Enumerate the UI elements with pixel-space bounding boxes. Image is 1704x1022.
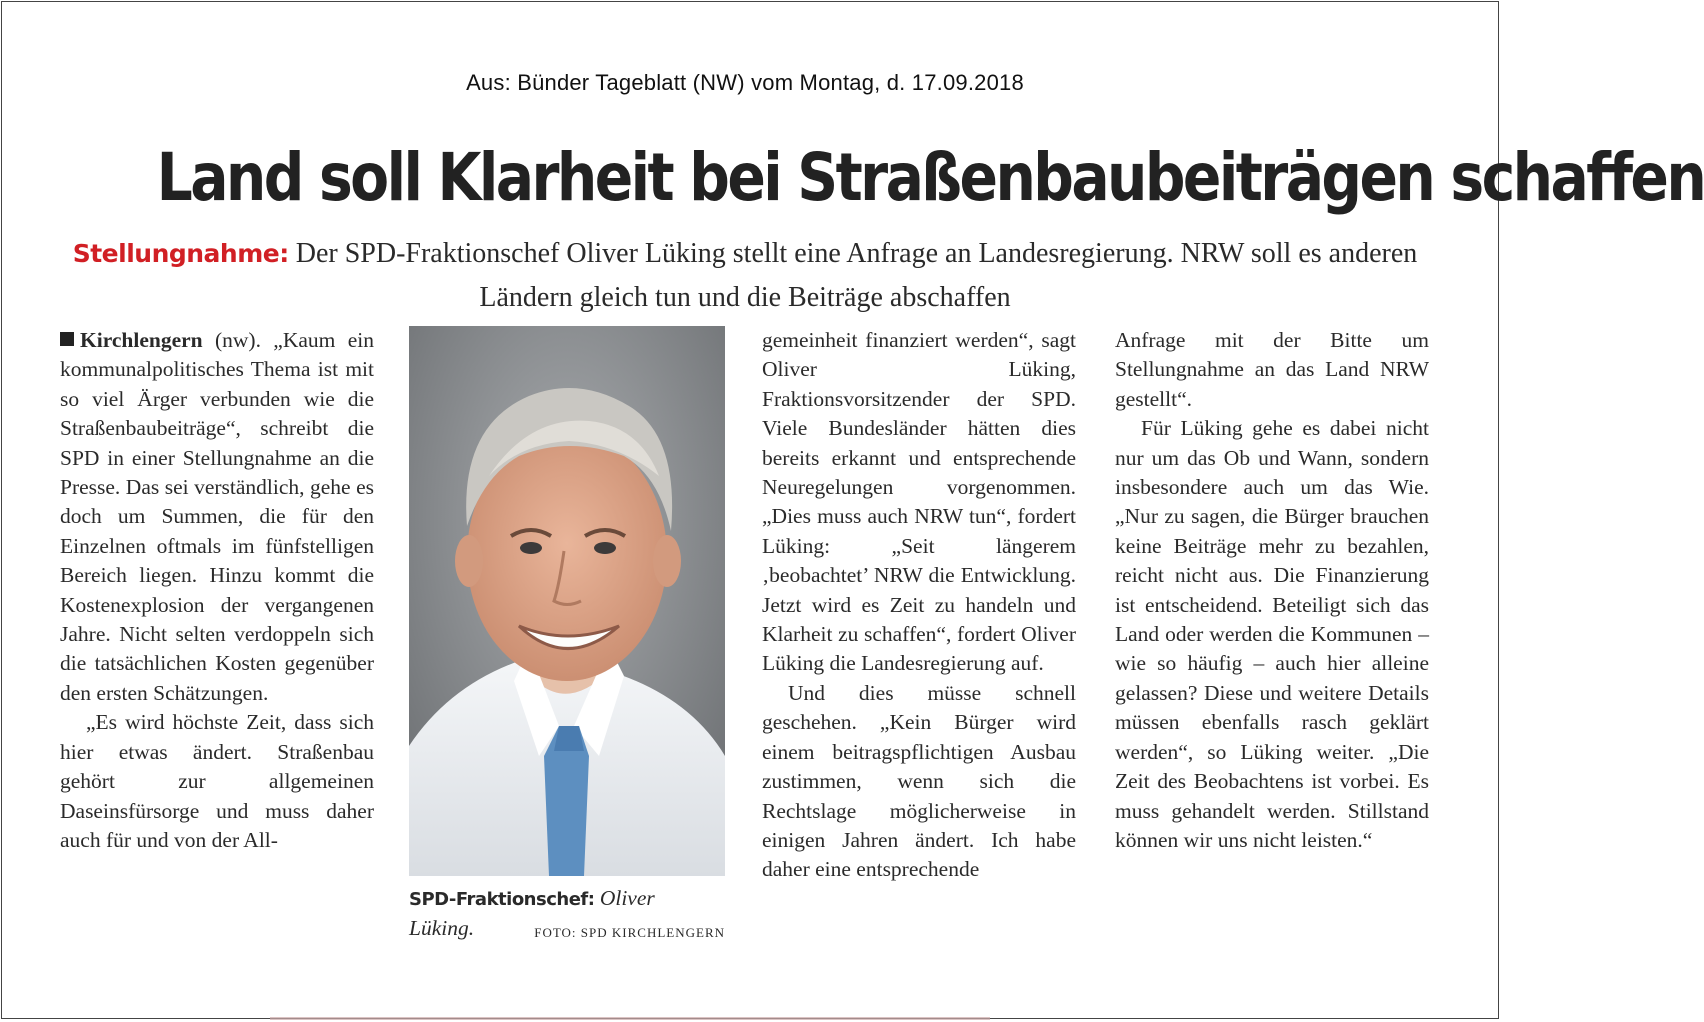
caption-text: Oliver Lüking. bbox=[409, 886, 655, 941]
headline: Land soll Klarheit bei Straßenbaubeiträgen schaffen bbox=[156, 139, 1704, 216]
subhead-kicker: Stellungnahme: bbox=[72, 239, 289, 268]
article-paragraph bbox=[60, 326, 374, 708]
bottom-rule bbox=[270, 1017, 990, 1020]
photo-caption bbox=[409, 884, 725, 948]
article-paragraph: Anfrage mit der Bitte um Stellungnahme an das Land NRW gestellt“. bbox=[1115, 328, 1429, 411]
photo-credit: FOTO: SPD KIRCHLENGERN bbox=[534, 925, 725, 941]
article-paragraph: „Es wird höchste Zeit, dass sich hier etwas ändert. Straßenbau gehört zur allgemeinen Daseinsfürsorge und muss daher auch für und von der All- bbox=[60, 710, 374, 852]
article-column-3 bbox=[762, 326, 1076, 885]
portrait-photo bbox=[409, 326, 725, 876]
portrait-illustration bbox=[409, 326, 725, 876]
source-line: Aus: Bünder Tageblatt (NW) vom Montag, d. 17.09.2018 bbox=[466, 70, 1024, 95]
subheadline bbox=[70, 232, 1420, 320]
article-paragraph: Für Lüking gehe es dabei nicht nur um das Ob und Wann, sondern insbesondere auch um das Wie. „Nur zu sagen, die Bürger brauchen keine Beiträge mehr zu bezahlen, reicht nicht aus. Die Finanzierung ist entscheidend. Beteiligt sich das Land oder werden die Kommunen – wie so häufig – auch hier alleine gelassen? Diese und weitere Details müssen ebenfalls rasch geklärt werden“, so Lüking weiter. „Die Zeit des Beobachtens ist vorbei. Es muss gehandelt werden. Stillstand können wir uns nicht leisten.“ bbox=[1115, 416, 1429, 852]
paragraph-text: (nw). „Kaum ein kommunalpolitisches Thema ist mit so viel Ärger verbunden wie die Straßenbaubeiträge“, schreibt die SPD in einer Stellungnahme an die Presse. Das sei verständlich, gehe es doch um Summen, die für den Einzelnen oftmals im fünfstelligen Bereich liegen. Hinzu kommt die Kostenexplosion der vergangenen Jahre. Nicht selten verdoppeln sich die tatsächlichen Kosten gegenüber den ersten Schätzungen. bbox=[60, 328, 375, 705]
caption-label: SPD-Fraktionschef: bbox=[409, 889, 595, 910]
subhead-text: Der SPD-Fraktionschef Oliver Lüking stellt eine Anfrage an Landesregierung. NRW soll es anderen Ländern gleich tun und die Beiträge abschaffen bbox=[295, 238, 1418, 313]
article-column-1 bbox=[60, 326, 374, 855]
dateline: Kirchlengern bbox=[80, 328, 203, 352]
article-paragraph: Und dies müsse schnell geschehen. „Kein Bürger wird einem beitragspflichtigen Ausbau zustimmen, wenn sich die Rechtslage möglicherweise in einigen Jahren ändert. Ich habe daher eine entsprechende bbox=[762, 680, 1076, 882]
article-paragraph: gemeinheit finanziert werden“, sagt Oliver Lüking, Fraktionsvorsitzender der SPD. Viele Bundesländer hätten dies bereits erkannt und entsprechende Neuregelungen vorgenommen. „Dies muss auch NRW tun“, fordert Lüking: „Seit längerem ‚beobachtet’ NRW die Entwicklung. Jetzt wird es Zeit zu handeln und Klarheit zu schaffen“, fordert Oliver Lüking die Landesregierung auf. bbox=[762, 328, 1076, 676]
dateline-square-icon bbox=[60, 332, 74, 346]
article-column-4 bbox=[1115, 326, 1429, 855]
